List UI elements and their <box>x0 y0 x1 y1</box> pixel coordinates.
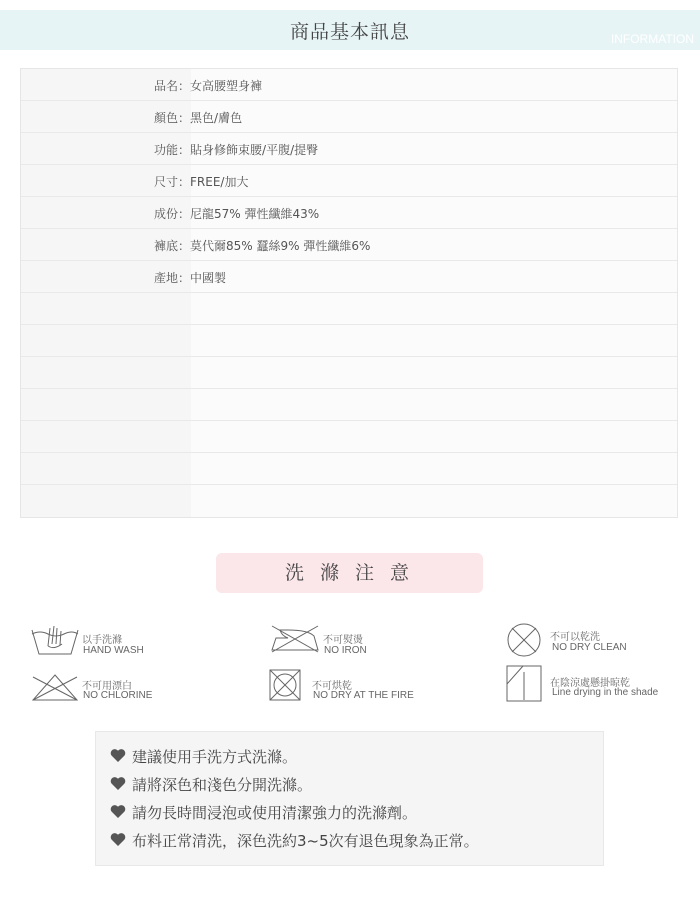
info-row-empty <box>21 485 677 517</box>
info-label: 品名 <box>154 79 179 93</box>
care-label-zh: 在陰涼處懸掛晾乾 <box>550 678 630 689</box>
info-value: 尼龍57% 彈性纖維43% <box>190 207 320 221</box>
heart-icon <box>110 832 126 847</box>
info-row-empty <box>21 389 677 421</box>
note-item <box>132 774 312 795</box>
care-no-chlorine <box>30 672 230 712</box>
info-row-function: 功能：貼身修飾束腰/平腹/提臀 <box>21 133 677 165</box>
note-item <box>132 746 297 767</box>
note-text: 建議使用手洗方式洗滌。 <box>132 748 298 766</box>
info-row-empty <box>21 293 677 325</box>
info-value: 中國製 <box>190 271 227 285</box>
note-text: 布料正常清洗，深色洗約3~5次有退色現象為正常。 <box>132 832 479 850</box>
heart-icon <box>110 748 126 763</box>
care-label-en: Line drying in the shade <box>552 687 659 698</box>
info-row-empty <box>21 453 677 485</box>
note-text: 請將深色和淺色分開洗滌。 <box>132 776 313 794</box>
info-label: 顏色 <box>154 111 179 125</box>
wash-title: 洗 滌 注 意 <box>216 553 483 593</box>
info-label: 尺寸 <box>154 175 179 189</box>
info-label: 褲底 <box>154 239 179 253</box>
info-row-crotch: 褲底：莫代爾85% 蠶絲9% 彈性纖維6% <box>21 229 677 261</box>
no-tumble-dry-icon <box>268 668 304 704</box>
info-row-origin: 產地：中國製 <box>21 261 677 293</box>
care-label-zh: 不可烘乾 <box>312 681 352 692</box>
note-item <box>132 830 479 851</box>
care-label-en: HAND WASH <box>83 645 144 656</box>
care-label-en: NO CHLORINE <box>83 690 153 701</box>
info-row-empty <box>21 325 677 357</box>
info-row-color: 顏色：黑色/膚色 <box>21 101 677 133</box>
info-value: 女高腰塑身褲 <box>190 79 263 93</box>
care-label-zh: 不可用漂白 <box>82 681 132 692</box>
no-iron-icon <box>268 624 322 656</box>
care-label-zh: 以手洗滌 <box>82 635 122 646</box>
care-label-en: NO IRON <box>324 645 367 656</box>
info-table <box>20 68 678 518</box>
line-dry-shade-icon <box>506 664 544 704</box>
care-label-zh: 不可以乾洗 <box>550 632 600 643</box>
care-label-zh: 不可熨燙 <box>323 635 363 646</box>
note-item <box>132 802 417 823</box>
care-no-iron <box>268 624 468 664</box>
info-title: 商品基本訊息 <box>289 21 410 43</box>
no-chlorine-icon <box>30 672 80 704</box>
info-value: 莫代爾85% 蠶絲9% 彈性纖維6% <box>190 239 371 253</box>
info-row-name: 品名：女高腰塑身褲 <box>21 69 677 101</box>
hand-wash-icon <box>30 622 80 658</box>
care-label-en: NO DRY AT THE FIRE <box>313 690 414 701</box>
info-value: FREE/加大 <box>190 175 249 189</box>
wash-notes-box <box>95 731 604 866</box>
info-row-material: 成份：尼龍57% 彈性纖維43% <box>21 197 677 229</box>
info-value: 黑色/膚色 <box>190 111 243 125</box>
care-label-en: NO DRY CLEAN <box>552 642 627 653</box>
info-subtitle-en: INFORMATION <box>610 32 694 46</box>
info-label: 成份 <box>154 207 179 221</box>
info-header-band <box>0 10 700 50</box>
care-no-dry-clean <box>506 622 696 662</box>
info-label: 功能 <box>154 143 179 157</box>
no-dry-clean-icon <box>506 622 544 658</box>
note-text: 請勿長時間浸泡或使用清潔強力的洗滌劑。 <box>132 804 418 822</box>
info-label: 產地 <box>154 271 179 285</box>
heart-icon <box>110 804 126 819</box>
info-row-empty <box>21 421 677 453</box>
care-hand-wash <box>30 622 230 662</box>
care-no-tumble-dry <box>268 668 468 708</box>
info-row-size: 尺寸：FREE/加大 <box>21 165 677 197</box>
heart-icon <box>110 776 126 791</box>
care-line-dry-shade <box>506 664 696 704</box>
info-row-empty <box>21 357 677 389</box>
info-value: 貼身修飾束腰/平腹/提臀 <box>190 143 319 157</box>
